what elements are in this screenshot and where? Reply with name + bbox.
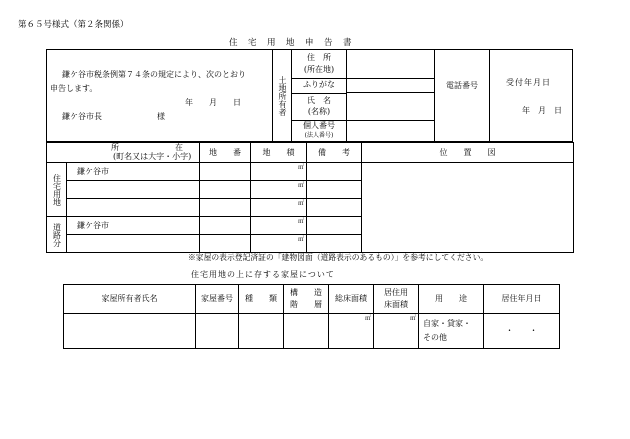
land-table-header	[47, 143, 574, 163]
type-header: 種 類	[239, 285, 284, 314]
area-unit: ㎡	[297, 218, 304, 225]
area-unit: ㎡	[297, 182, 304, 189]
floors-label: 階 層	[290, 300, 322, 309]
type-cell[interactable]	[239, 314, 284, 349]
furigana-label: ふりがな	[303, 80, 335, 89]
owner-name-header: 家屋所有者氏名	[64, 285, 196, 314]
residential-label: 住宅用地	[52, 173, 62, 206]
lot-cell[interactable]	[200, 199, 251, 217]
form-number: 第６５号様式（第２条関係）	[18, 20, 129, 30]
phone-column	[435, 49, 490, 142]
form-title: 住 宅 用 地 申 告 書	[229, 38, 353, 48]
furigana-row-lines	[347, 78, 434, 93]
structure-label: 構 造	[290, 288, 322, 297]
receipt-date-label: 受付年月日	[506, 78, 551, 87]
remarks-header: 備 考	[307, 143, 362, 163]
name-label-cell	[292, 93, 346, 121]
location-cell[interactable]	[67, 235, 200, 253]
location-cell[interactable]: 鎌ケ谷市	[67, 217, 200, 235]
remarks-cell[interactable]	[307, 163, 362, 181]
owner-label-column	[292, 49, 347, 142]
total-floor-unit: ㎡	[364, 315, 371, 322]
usage-options-line2: その他	[423, 333, 447, 342]
location-header-label: 所 在	[111, 143, 183, 152]
address-label: 住 所	[307, 53, 331, 62]
residence-date-cell[interactable]: ・ ・	[484, 314, 560, 349]
reference-note: ※家屋の表示登記済証の「建物図面（道路表示のあるもの）」を参考にしてください。	[188, 253, 489, 262]
owner-section-label: 土地所有者	[278, 75, 287, 116]
lot-cell[interactable]	[200, 217, 251, 235]
house-row	[64, 314, 560, 349]
map-header: 位 置 図	[362, 143, 574, 163]
id-label: 個人番号	[303, 121, 335, 130]
house-number-cell[interactable]	[196, 314, 239, 349]
phone-label: 電話番号	[446, 81, 478, 90]
address-field[interactable]	[347, 49, 434, 78]
name-label: 氏 名	[307, 96, 331, 105]
structure-header	[284, 285, 329, 314]
address-label-cell	[292, 49, 346, 79]
residential-floor-cell[interactable]	[374, 314, 419, 349]
total-floor-header: 総床面積	[329, 285, 374, 314]
location-header	[47, 143, 200, 163]
map-cell[interactable]	[362, 163, 574, 253]
location-cell[interactable]: 鎌ケ谷市	[67, 163, 200, 181]
residential-floor-header	[374, 285, 419, 314]
residential-floor-unit: ㎡	[409, 315, 416, 322]
lot-cell[interactable]	[200, 163, 251, 181]
address-sublabel: (所在地)	[303, 65, 335, 74]
area-cell[interactable]	[251, 217, 307, 235]
lot-cell[interactable]	[200, 235, 251, 253]
declaration-date: 年 月 日	[185, 98, 241, 107]
lot-header: 地 番	[200, 143, 251, 163]
phone-field[interactable]	[435, 93, 489, 142]
usage-options-line1: 自家・貸家・	[423, 319, 471, 328]
name-field[interactable]	[347, 93, 434, 120]
usage-header: 用 途	[419, 285, 484, 314]
location-cell[interactable]	[67, 199, 200, 217]
usage-cell[interactable]	[419, 314, 484, 349]
owner-section-label-cell	[272, 49, 292, 142]
owner-name-cell[interactable]	[64, 314, 196, 349]
total-floor-cell[interactable]	[329, 314, 374, 349]
area-cell[interactable]	[251, 163, 307, 181]
area-cell[interactable]	[251, 181, 307, 199]
owner-value-column	[347, 49, 435, 142]
house-number-header: 家屋番号	[196, 285, 239, 314]
furigana-label-cell	[292, 78, 346, 94]
area-unit: ㎡	[297, 236, 304, 243]
area-unit: ㎡	[297, 164, 304, 171]
land-row	[47, 163, 574, 181]
remarks-cell[interactable]	[307, 235, 362, 253]
location-header-sublabel: (町名又は大字・小字)	[113, 152, 192, 161]
residential-floor-label: 居住用	[384, 288, 408, 297]
house-table-header	[64, 285, 560, 314]
addressee-honorific: 様	[157, 112, 165, 121]
land-table	[46, 142, 574, 253]
structure-cell[interactable]	[284, 314, 329, 349]
area-unit: ㎡	[297, 200, 304, 207]
road-label-cell	[47, 217, 67, 253]
addressee: 鎌ケ谷市長	[62, 112, 102, 121]
residential-label-cell	[47, 163, 67, 217]
area-header: 地 積	[251, 143, 307, 163]
lot-cell[interactable]	[200, 181, 251, 199]
residence-date-header: 居住年月日	[484, 285, 560, 314]
residential-floor-sublabel: 床面積	[384, 300, 408, 309]
area-cell[interactable]	[251, 199, 307, 217]
remarks-cell[interactable]	[307, 217, 362, 235]
id-sublabel: (法人番号)	[304, 132, 334, 139]
name-sublabel: (名称)	[307, 107, 331, 116]
area-cell[interactable]	[251, 235, 307, 253]
house-table	[63, 284, 560, 349]
receipt-date: 年 月 日	[522, 106, 562, 115]
remarks-cell[interactable]	[307, 181, 362, 199]
road-label: 道路分	[52, 222, 62, 247]
declaration-text-1: 鎌ケ谷市税条例第７４条の規定により、次のとおり	[62, 70, 246, 79]
id-label-cell	[292, 120, 346, 142]
house-section-title: 住宅用地の上に存する家屋について	[191, 270, 335, 279]
location-cell[interactable]	[67, 181, 200, 199]
id-number-field[interactable]	[347, 120, 434, 142]
declaration-text-2: 申告します。	[50, 84, 98, 93]
remarks-cell[interactable]	[307, 199, 362, 217]
